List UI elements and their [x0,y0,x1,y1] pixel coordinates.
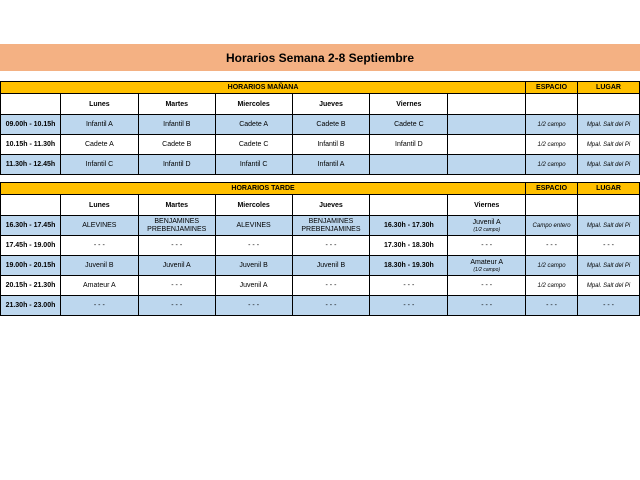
time-slot: 19.00h - 20.15h [1,256,61,276]
table-row [1,135,640,155]
cell: - - - [138,236,215,256]
cell: Juvenil B [292,256,370,276]
cell: Infantil A [292,155,370,175]
cell: Infantil B [292,135,370,155]
cell: Cadete A [60,135,138,155]
cell [448,216,526,236]
day-header: Lunes [60,195,138,216]
lugar-cell: Mpal. Salt del Pi [578,135,640,155]
cell: - - - [292,276,370,296]
cell: - - - [448,296,526,316]
cell: Amateur A [60,276,138,296]
lugar-cell: Mpal. Salt del Pi [578,256,640,276]
cell: Infantil D [138,155,215,175]
table-row [1,296,640,316]
time-slot-friday: 17.30h - 18.30h [370,236,448,256]
table-row [1,256,640,276]
time-slot: 11.30h - 12.45h [1,155,61,175]
cell: - - - [138,296,215,316]
espacio-cell: Campo entero [526,216,578,236]
page-title: Horarios Semana 2-8 Septiembre [0,44,640,71]
cell: - - - [215,296,292,316]
cell: Juvenil B [215,256,292,276]
espacio-cell: - - - [526,296,578,316]
cell: Juvenil A [138,256,215,276]
lugar-cell: Mpal. Salt del Pi [578,216,640,236]
cell: Juvenil B [60,256,138,276]
empty-header [526,195,578,216]
lugar-cell: Mpal. Salt del Pi [578,155,640,175]
time-slot: 10.15h - 11.30h [1,135,61,155]
cell: - - - [138,276,215,296]
morning-schedule-table [0,81,640,175]
cell: - - - [60,236,138,256]
day-header: Viernes [448,195,526,216]
time-slot: 17.45h - 19.00h [1,236,61,256]
time-slot-friday: - - - [370,276,448,296]
cell: BENJAMINES PREBENJAMINES [138,216,215,236]
time-slot-friday: 16.30h - 17.30h [370,216,448,236]
time-header-empty [1,195,61,216]
day-header: Martes [138,195,215,216]
cell [448,115,526,135]
espacio-header: ESPACIO [526,183,578,195]
time-header-empty [1,94,61,115]
espacio-cell: - - - [526,236,578,256]
cell: Cadete A [215,115,292,135]
cell: - - - [448,276,526,296]
cell: ALEVINES [60,216,138,236]
time-slot: 16.30h - 17.45h [1,216,61,236]
empty-header [578,94,640,115]
day-header: Lunes [60,94,138,115]
cell: - - - [292,296,370,316]
day-header: Miercoles [215,94,292,115]
afternoon-header: HORARIOS TARDE [1,183,526,195]
morning-header: HORARIOS MAÑANA [1,82,526,94]
cell: ALEVINES [215,216,292,236]
cell: Juvenil A [215,276,292,296]
cell: Infantil B [138,115,215,135]
cell: - - - [448,236,526,256]
time-slot: 21.30h - 23.00h [1,296,61,316]
espacio-cell: 1/2 campo [526,155,578,175]
cell: Cadete C [370,115,448,135]
cell: - - - [215,236,292,256]
day-header [370,195,448,216]
lugar-header: LUGAR [578,82,640,94]
table-row [1,236,640,256]
espacio-header: ESPACIO [526,82,578,94]
empty-header [526,94,578,115]
day-header: Jueves [292,94,370,115]
empty-header [448,94,526,115]
espacio-cell: 1/2 campo [526,135,578,155]
lugar-cell: - - - [578,236,640,256]
afternoon-schedule-table [0,182,640,316]
day-header: Martes [138,94,215,115]
cell: Cadete C [215,135,292,155]
cell [448,155,526,175]
cell-sub: (1/2 campo) [473,266,501,273]
empty-header [578,195,640,216]
lugar-header: LUGAR [578,183,640,195]
table-row [1,216,640,236]
cell-main: Juvenil A [472,218,501,226]
cell [370,155,448,175]
lugar-cell: Mpal. Salt del Pi [578,276,640,296]
espacio-cell: 1/2 campo [526,115,578,135]
cell: Infantil A [60,115,138,135]
cell: BENJAMINES PREBENJAMINES [292,216,370,236]
cell: Infantil C [215,155,292,175]
table-row [1,155,640,175]
cell-sub: (1/2 campo) [473,226,501,233]
lugar-cell: Mpal. Salt del Pi [578,115,640,135]
espacio-cell: 1/2 campo [526,276,578,296]
time-slot-friday: 18.30h - 19.30h [370,256,448,276]
cell: Cadete B [138,135,215,155]
cell: Cadete B [292,115,370,135]
lugar-cell: - - - [578,296,640,316]
espacio-cell: 1/2 campo [526,256,578,276]
cell: - - - [292,236,370,256]
time-slot: 20.15h - 21.30h [1,276,61,296]
cell: - - - [60,296,138,316]
cell [448,256,526,276]
cell-main: Amateur A [470,258,504,266]
day-header: Miercoles [215,195,292,216]
time-slot: 09.00h - 10.15h [1,115,61,135]
cell: Infantil C [60,155,138,175]
cell: Infantil D [370,135,448,155]
time-slot-friday: - - - [370,296,448,316]
day-header: Viernes [370,94,448,115]
table-row [1,115,640,135]
cell [448,135,526,155]
table-row [1,276,640,296]
day-header: Jueves [292,195,370,216]
